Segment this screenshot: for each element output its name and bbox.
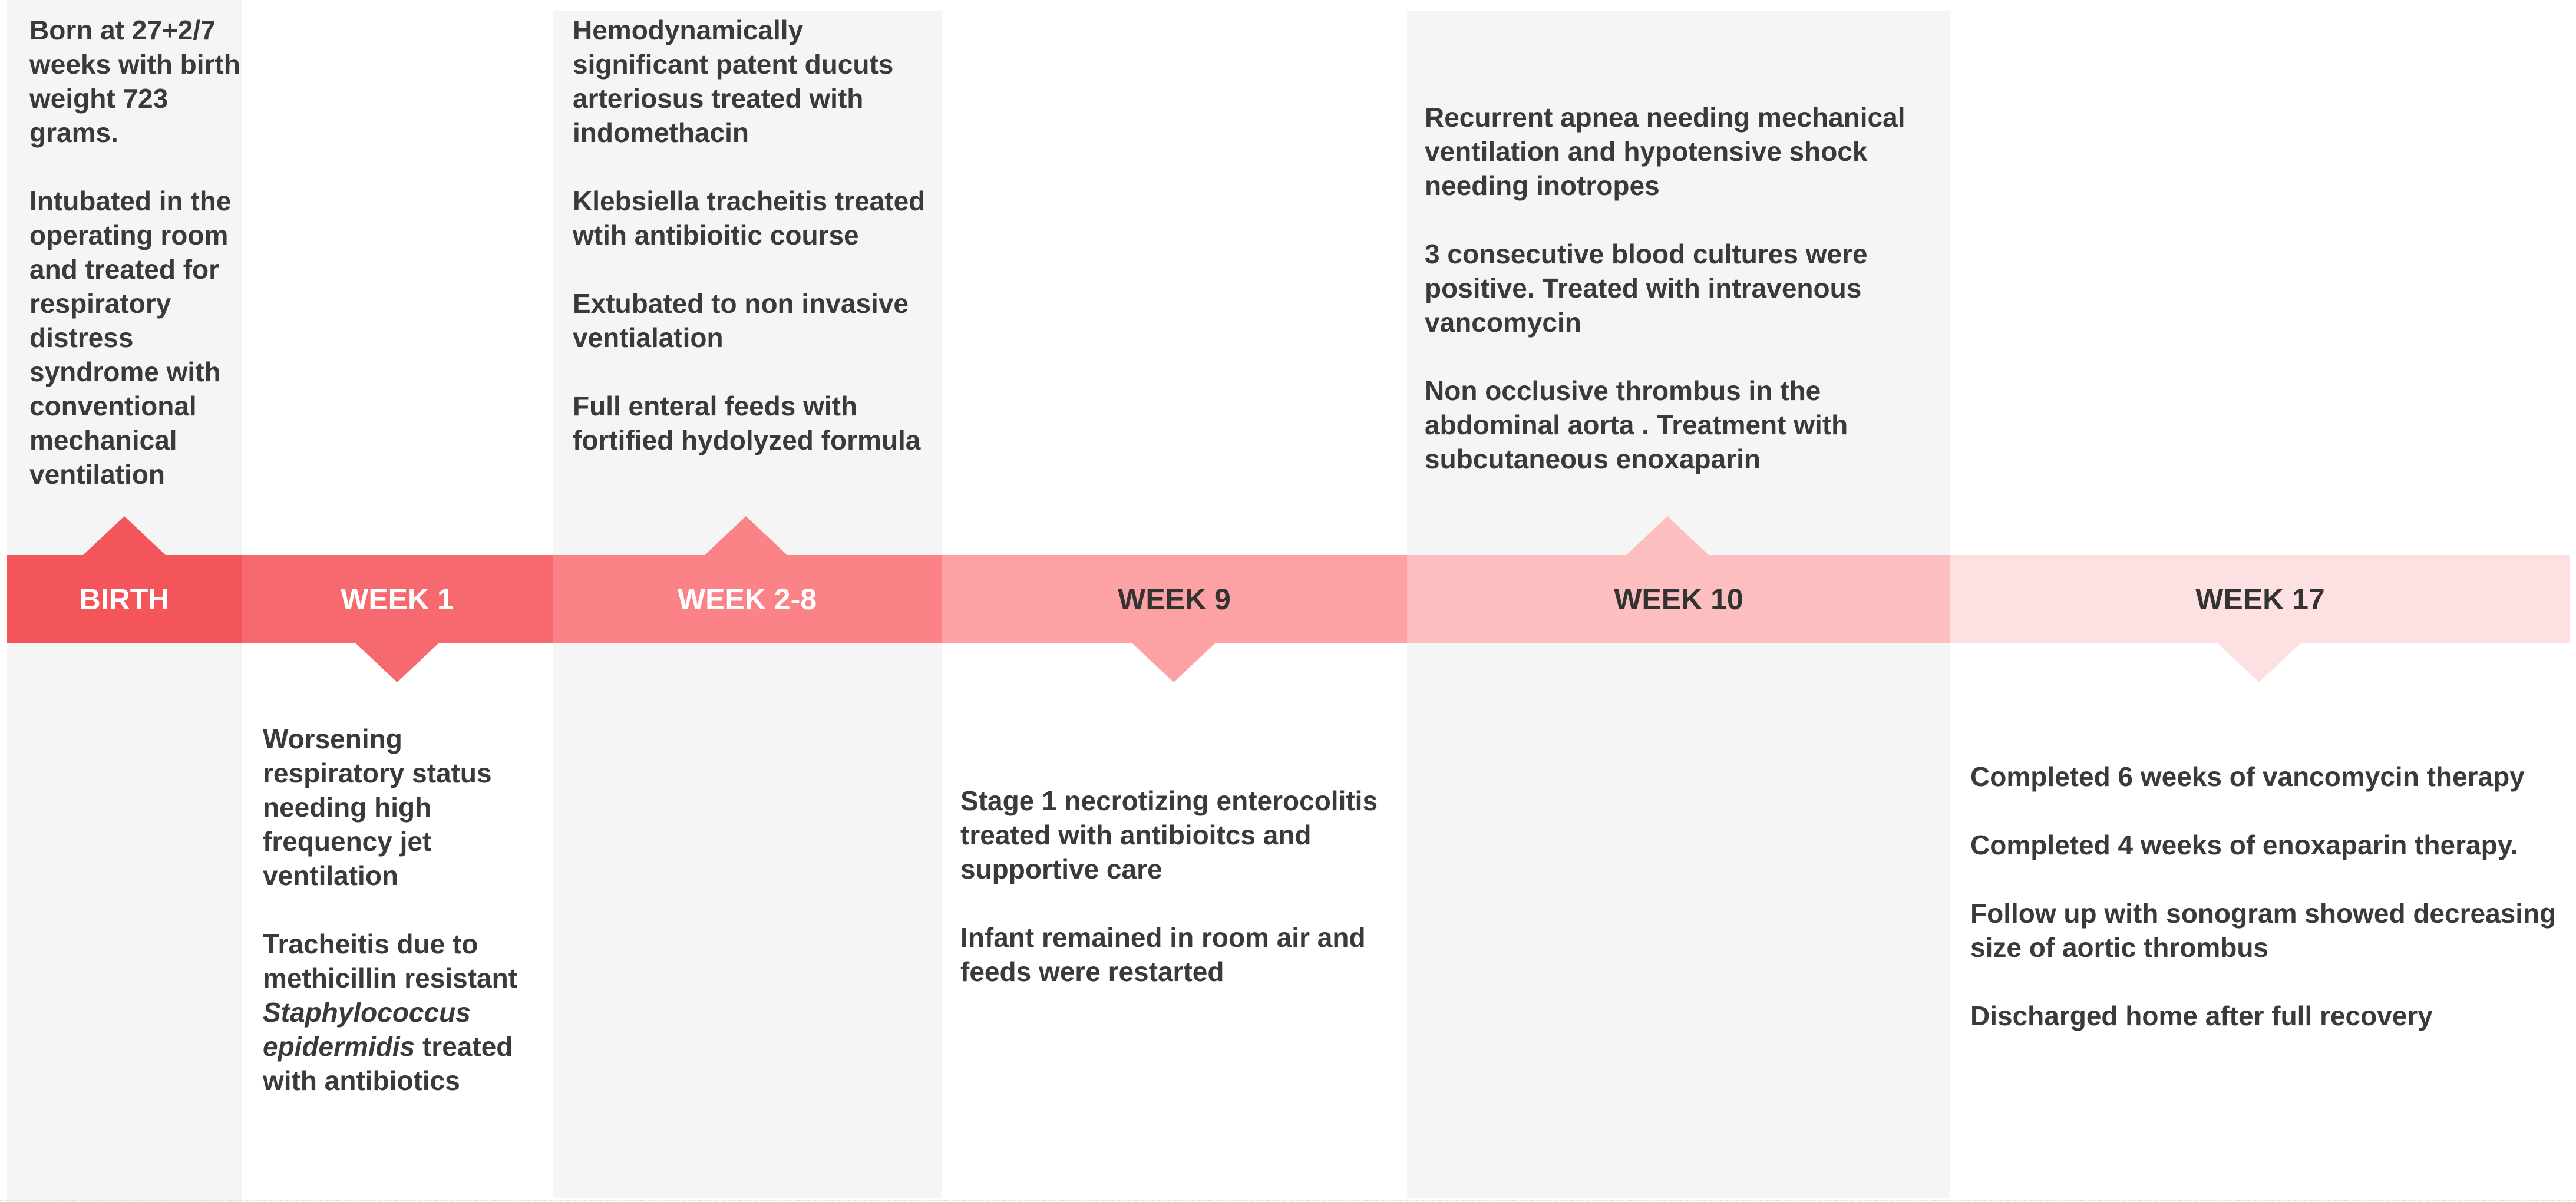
week-17-event-3: Follow up with sonogram showed decreasing size of aortic thrombus — [1970, 898, 2557, 963]
week-1-event-1: Worsening respiratory status needing high frequency jet ventilation — [263, 724, 492, 891]
week-9-event-1: Stage 1 necrotizing enterocolitis treated with antibioitcs and supportive care — [960, 785, 1378, 884]
week-10-event-2: 3 consecutive blood cultures were positive. Treated with intravenous vancomycin — [1425, 239, 1868, 338]
bottom-dotted-line — [0, 1200, 2576, 1201]
week-2-8-event-2: Klebsiella tracheitis treated wtih antibioitic course — [573, 186, 926, 250]
week-17-events — [1970, 759, 2565, 1033]
week-1-event-2-organism: Staphylococcus epidermidis — [263, 997, 471, 1062]
week-10-event-3: Non occlusive thrombus in the abdominal aorta . Treatment with subcutaneous enoxaparin — [1425, 375, 1848, 474]
birth-event-2: Intubated in the operating room and treated for respiratory distress syndrome with conventional mechanical ventilation — [29, 186, 232, 490]
week-2-8-events — [573, 13, 938, 457]
stage-week-9 — [942, 555, 1407, 643]
stage-label-week-1: WEEK 1 — [341, 583, 454, 616]
week-10-events — [1425, 100, 1943, 476]
stage-birth — [7, 555, 242, 643]
stage-week-17 — [1950, 555, 2570, 643]
week-1-event-2-text-b: treated with antibiotics — [263, 1031, 513, 1096]
week-9-pointer-arrow — [1132, 643, 1215, 682]
week-17-event-2: Completed 4 weeks of enoxaparin therapy. — [1970, 830, 2518, 860]
stage-label-week-9: WEEK 9 — [1118, 583, 1231, 616]
week-1-pointer-arrow — [356, 643, 438, 682]
stage-week-10 — [1407, 555, 1950, 643]
birth-pointer-arrow — [83, 516, 166, 555]
birth-event-1: Born at 27+2/7 weeks with birth weight 723 grams. — [29, 15, 240, 148]
week-2-8-event-3: Extubated to non invasive ventialation — [573, 288, 909, 353]
week-1-event-2 — [263, 927, 540, 1098]
week-10-pointer-arrow — [1626, 516, 1709, 555]
week-9-event-2: Infant remained in room air and feeds were restarted — [960, 922, 1366, 987]
stage-week-2-8 — [553, 555, 942, 643]
stage-label-birth: BIRTH — [79, 583, 170, 616]
stage-label-week-2-8: WEEK 2-8 — [677, 583, 817, 616]
week-2-8-pointer-arrow — [705, 516, 787, 555]
week-10-event-1: Recurrent apnea needing mechanical ventilation and hypotensive shock needing inotropes — [1425, 102, 1905, 201]
stage-week-1 — [242, 555, 553, 643]
stage-label-week-17: WEEK 17 — [2195, 583, 2325, 616]
week-2-8-event-4: Full enteral feeds with fortified hydolyzed formula — [573, 391, 921, 455]
week-1-event-2-text-a: Tracheitis due to methicillin resistant — [263, 929, 518, 993]
stage-label-week-10: WEEK 10 — [1614, 583, 1743, 616]
birth-events — [29, 13, 242, 491]
week-1-events — [263, 722, 540, 1098]
week-17-event-4: Discharged home after full recovery — [1970, 1000, 2433, 1031]
week-17-pointer-arrow — [2218, 643, 2300, 682]
week-17-event-1: Completed 6 weeks of vancomycin therapy — [1970, 761, 2525, 792]
week-9-events — [960, 784, 1402, 989]
week-2-8-event-1: Hemodynamically significant patent ducuts arteriosus treated with indomethacin — [573, 15, 894, 148]
